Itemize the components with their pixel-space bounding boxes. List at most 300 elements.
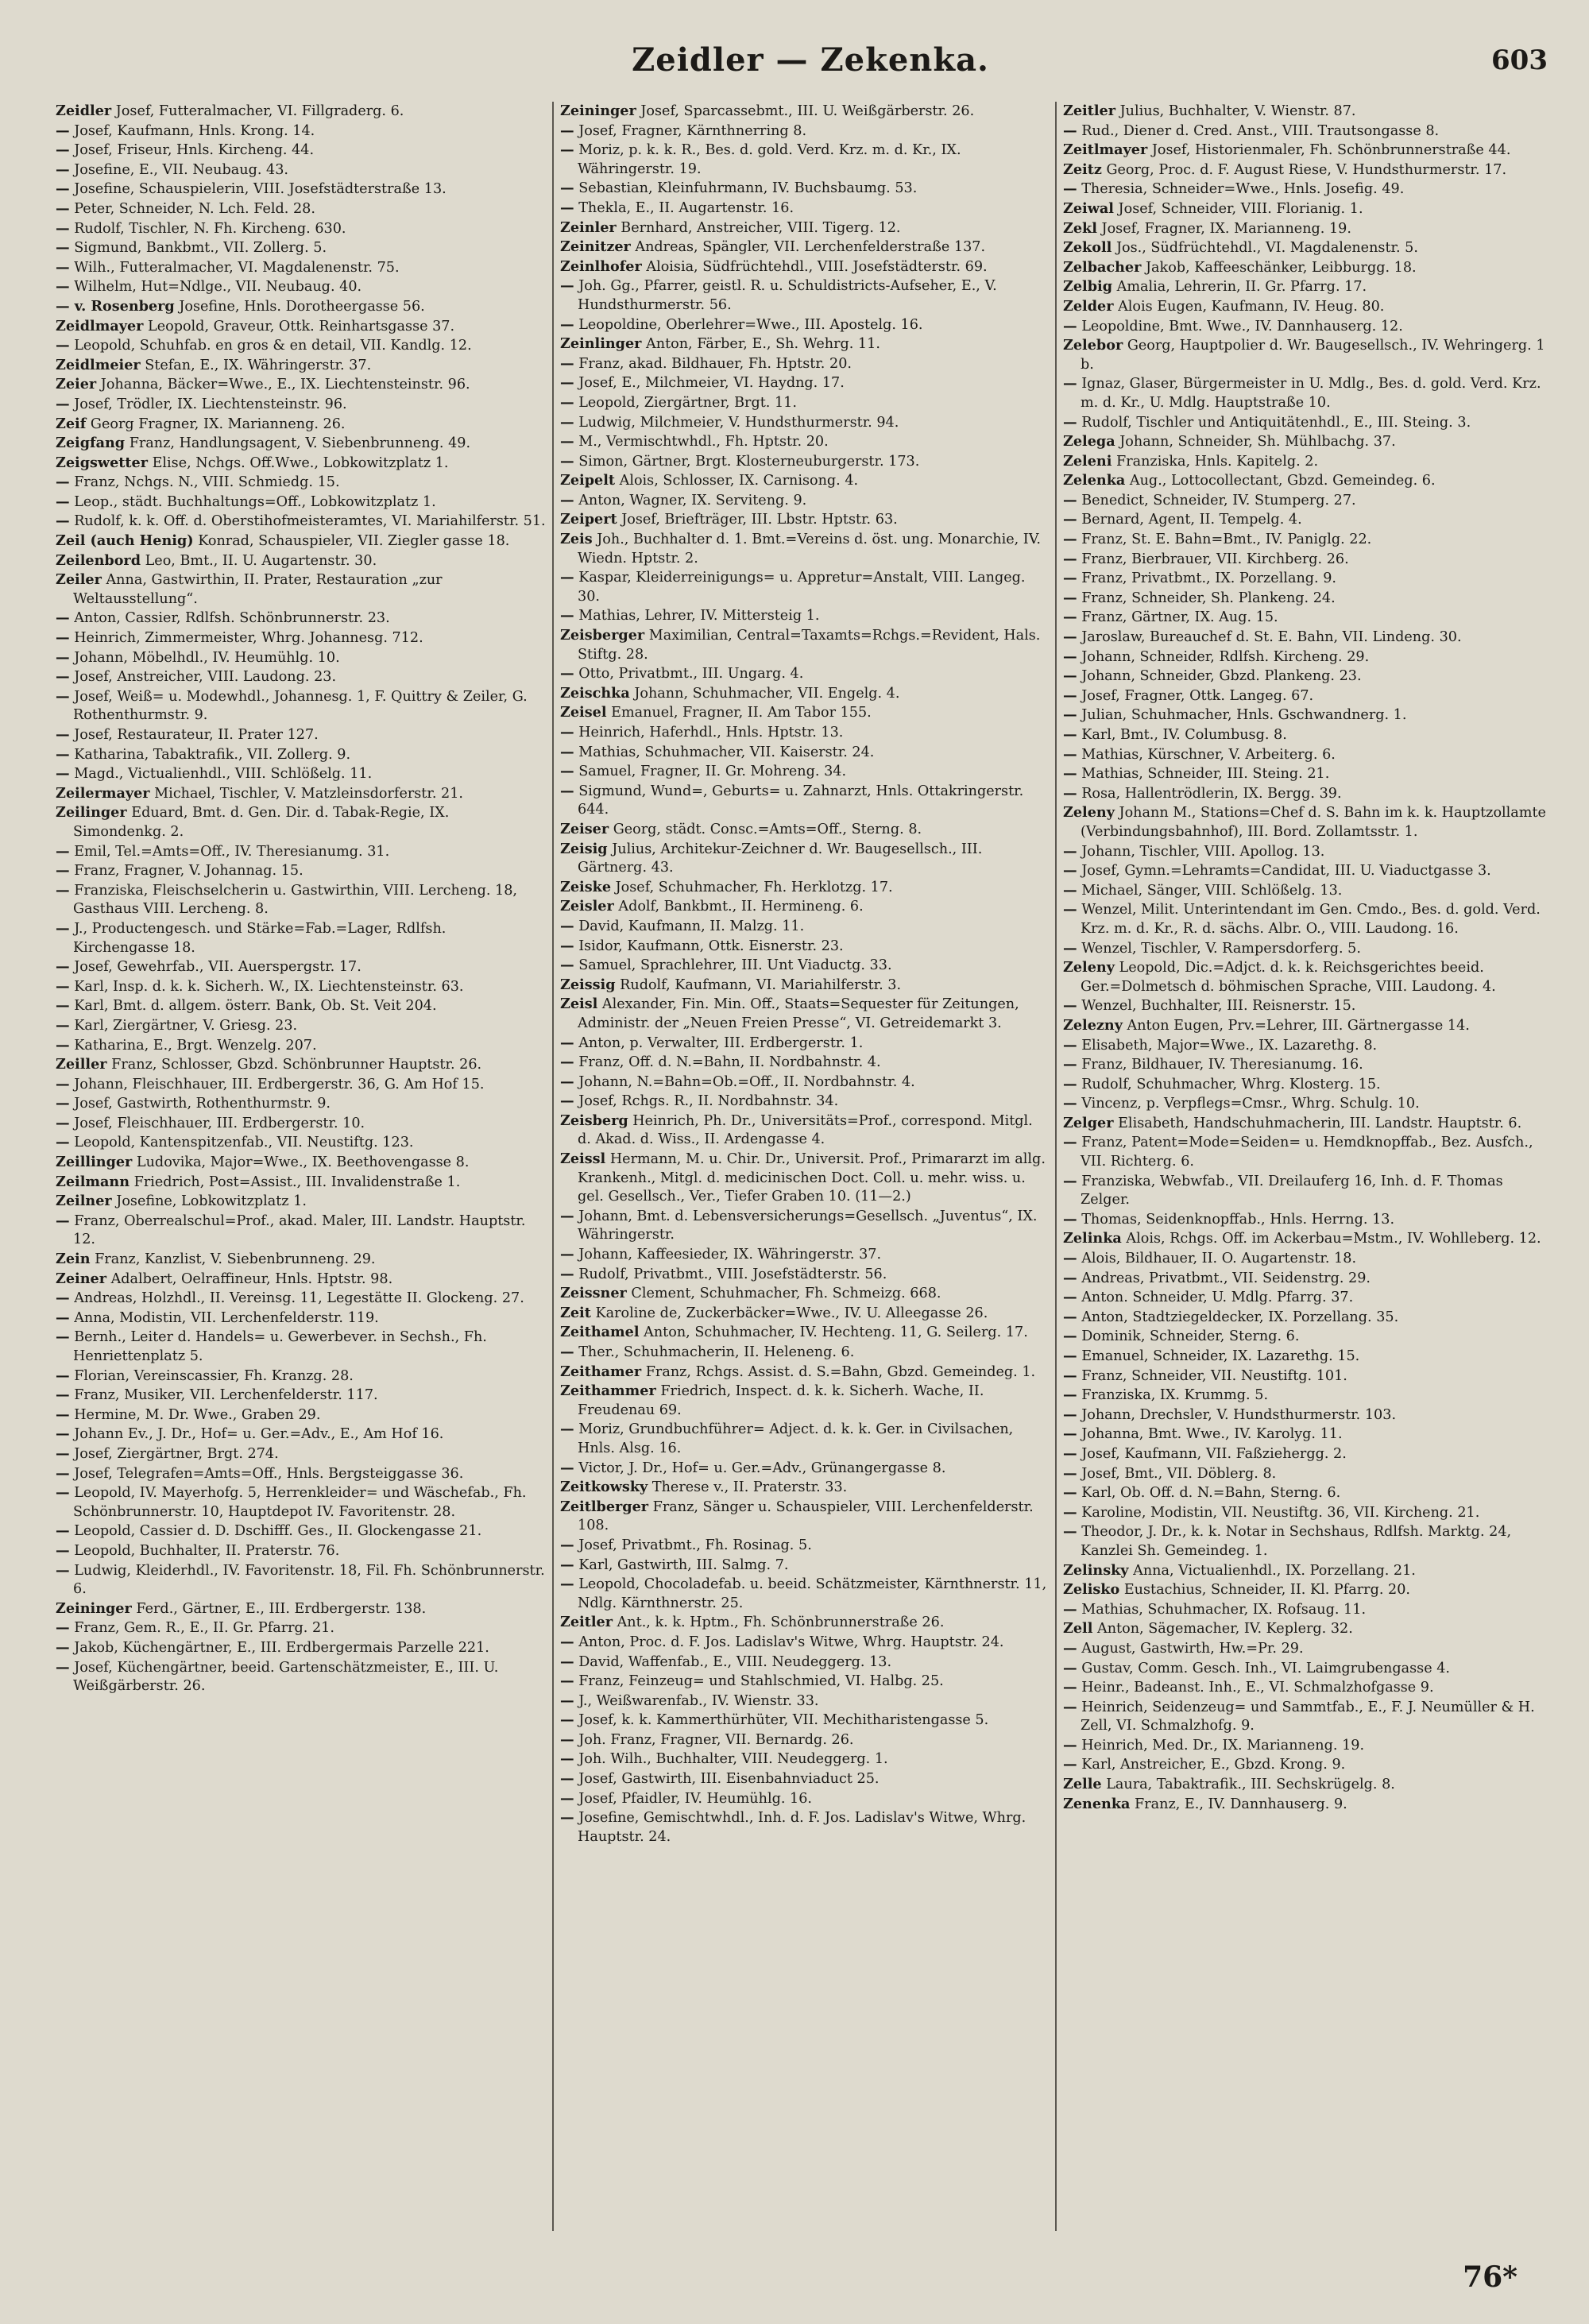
entry-details: Johann, Schneider, Rdlfsh. Kircheng. 29.	[1081, 648, 1370, 665]
entry-details: Rudolf, k. k. Off. d. Oberstihofmeisteramtes, VI. Mariahilferstr. 51.	[74, 513, 546, 530]
entry-surname: Zeif	[56, 415, 87, 432]
directory-entry	[560, 897, 1049, 917]
entry-details: Josef, Privatbmt., Fh. Rosinag. 5.	[578, 1537, 812, 1553]
entry-surname: —	[560, 491, 574, 508]
entry-surname: —	[56, 919, 70, 937]
entry-surname: —	[1063, 1639, 1077, 1657]
entry-surname: —	[56, 1328, 70, 1346]
directory-entry	[560, 1672, 1049, 1692]
entry-surname: —	[1063, 531, 1077, 548]
directory-entry	[560, 432, 1049, 452]
entry-surname: Zeinlhofer	[560, 257, 642, 275]
entry-details: Julian, Schuhmacher, Hnls. Gschwandnerg. 1.	[1081, 707, 1407, 724]
entry-surname: Zeilenbord	[56, 551, 141, 569]
entry-details: Heinrich, Haferhdl., Hnls. Hptstr. 13.	[578, 725, 844, 741]
entry-details: Johann M., Stations=Chef d. S. Bahn im k. k. Hauptzollamte (Verbindungsbahnhof), III. Bord. Zollamtsstr. 1.	[1081, 805, 1546, 840]
entry-details: Elisabeth, Handschuhmacherin, III. Landstr. Hauptstr. 6.	[1118, 1115, 1522, 1131]
entry-surname: Zeiser	[560, 820, 609, 837]
entry-surname: —	[56, 1638, 70, 1656]
entry-surname: Zenenka	[1063, 1795, 1131, 1812]
entry-surname: —	[560, 433, 574, 450]
directory-entry	[1063, 1425, 1552, 1444]
entry-surname: —	[56, 765, 70, 783]
entry-details: Wilh., Futteralmacher, VI. Magdalenenstr. 75.	[74, 259, 400, 276]
entry-surname: —	[1063, 1444, 1077, 1462]
directory-entry	[1063, 1075, 1552, 1095]
entry-details: Ludovika, Major=Wwe., IX. Beethovengasse 8.	[136, 1154, 470, 1171]
entry-surname: Zeisel	[560, 704, 607, 721]
directory-entry	[56, 102, 546, 122]
entry-surname: Zeit	[560, 1304, 591, 1321]
entry-details: Josef, Trödler, IX. Liechtensteinstr. 96.	[74, 396, 347, 412]
entry-surname: —	[1063, 1210, 1077, 1228]
directory-entry	[1063, 550, 1552, 570]
entry-details: Emil, Tel.=Amts=Off., IV. Theresianumg. 31.	[74, 843, 390, 860]
entry-surname: Zeidlmeier	[56, 356, 141, 373]
directory-entry	[1063, 530, 1552, 550]
entry-surname: —	[56, 842, 70, 860]
directory-entry	[560, 491, 1049, 511]
entry-surname: —	[1063, 550, 1077, 567]
entry-details: Leop., städt. Buchhaltungs=Off., Lobkowitzplatz 1.	[74, 493, 436, 510]
entry-surname: —	[560, 1092, 574, 1110]
entry-details: Aug., Lottocollectant, Gbzd. Gemeindeg. 6.	[1129, 473, 1436, 489]
directory-entry	[56, 336, 546, 356]
entry-details: Eduard, Bmt. d. Gen. Dir. d. Tabak-Regie, IX. Simondenkg. 2.	[73, 805, 450, 840]
entry-details: Adolf, Bankbmt., II. Hermineng. 6.	[618, 899, 864, 915]
directory-entry	[560, 199, 1049, 218]
entry-surname: —	[560, 1246, 574, 1263]
entry-surname: Zeis	[560, 531, 593, 548]
entry-details: Josef, Schuhmacher, Fh. Herklotzg. 17.	[615, 879, 893, 895]
entry-surname: —	[56, 687, 70, 705]
entry-details: Franziska, Hnls. Kapitelg. 2.	[1115, 453, 1319, 470]
entry-surname: —	[560, 393, 574, 411]
directory-entry	[560, 1750, 1049, 1769]
directory-entry	[1063, 1094, 1552, 1114]
entry-details: Georg, Hauptpolier d. Wr. Baugesellsch., IV. Wehringerg. 1 b.	[1081, 338, 1545, 373]
entry-surname: Zelega	[1063, 433, 1115, 450]
directory-entry	[560, 1284, 1049, 1304]
entry-details: Josef, Sparcassebmt., III. U. Weißgärberstr. 26.	[640, 103, 975, 119]
directory-entry	[56, 725, 546, 745]
directory-entry	[56, 1444, 546, 1464]
directory-entry	[56, 1561, 546, 1599]
entry-details: Andreas, Holzhdl., II. Vereinsg. 11, Legestätte II. Glockeng. 27.	[74, 1290, 524, 1307]
directory-entry	[560, 1653, 1049, 1672]
entry-surname: —	[1063, 511, 1077, 528]
directory-entry	[56, 1541, 546, 1561]
directory-entry	[1063, 1600, 1552, 1620]
directory-entry	[1063, 1795, 1552, 1815]
entry-surname: —	[56, 881, 70, 899]
entry-details: Julius, Architekur-Zeichner d. Wr. Baugesellsch., III. Gärtnerg. 43.	[578, 841, 983, 876]
entry-surname: —	[560, 569, 574, 586]
entry-surname: —	[56, 1016, 70, 1034]
entry-details: Franz, Handlungsagent, V. Siebenbrunneng. 49.	[129, 435, 471, 452]
directory-entry	[560, 1730, 1049, 1750]
directory-entry	[56, 1483, 546, 1522]
entry-surname: —	[560, 1809, 574, 1827]
entry-surname: —	[1063, 1406, 1077, 1423]
entry-surname: —	[56, 629, 70, 647]
entry-details: Samuel, Sprachlehrer, III. Unt Viaductg. 33.	[578, 957, 892, 974]
directory-entry	[1063, 1229, 1552, 1249]
entry-surname: —	[1063, 1464, 1077, 1482]
directory-entry	[560, 664, 1049, 684]
directory-entry	[560, 762, 1049, 782]
entry-surname: —	[560, 1653, 574, 1670]
entry-surname: —	[1063, 628, 1077, 646]
entry-details: Franziska, IX. Krummg. 5.	[1081, 1387, 1269, 1404]
entry-surname: Zeininger	[56, 1599, 132, 1617]
directory-entry	[1063, 336, 1552, 374]
entry-surname: Zeitler	[1063, 102, 1115, 119]
entry-details: Leopoldine, Oberlehrer=Wwe., III. Apostelg. 16.	[578, 316, 923, 333]
entry-details: Benedict, Schneider, IV. Stumperg. 27.	[1081, 492, 1356, 508]
entry-surname: Zeinlinger	[560, 335, 642, 353]
entry-columns	[49, 102, 1559, 2231]
entry-details: Alois, Rchgs. Off. im Ackerbau=Mstm., IV. Wohlleberg. 12.	[1126, 1231, 1541, 1247]
entry-surname: —	[1063, 667, 1077, 685]
entry-details: Joh. Franz, Fragner, VII. Bernardg. 26.	[578, 1731, 854, 1748]
entry-surname: Zeigswetter	[56, 454, 148, 471]
entry-surname: —	[56, 239, 70, 257]
entry-details: Josefine, E., VII. Neubaug. 43.	[74, 161, 288, 178]
entry-details: Johann, Bmt. d. Lebensversicherungs=Gesellsch. „Juventus“, IX. Währingerstr.	[578, 1208, 1038, 1243]
directory-entry	[56, 1638, 546, 1658]
entry-surname: —	[560, 917, 574, 934]
entry-surname: —	[1063, 1056, 1077, 1073]
directory-entry	[560, 315, 1049, 335]
entry-details: Amalia, Lehrerin, II. Gr. Pfarrg. 17.	[1116, 279, 1367, 296]
directory-entry	[1063, 1464, 1552, 1484]
entry-details: Ant., k. k. Hptm., Fh. Schönbrunnerstraße 26.	[617, 1614, 945, 1631]
entry-surname: —	[56, 160, 70, 178]
directory-entry	[1063, 1249, 1552, 1269]
directory-entry	[1063, 1133, 1552, 1171]
entry-details: Karl, Bmt. d. allgem. österr. Bank, Ob. St. Veit 204.	[74, 998, 437, 1015]
entry-surname: Zeidler	[56, 102, 112, 119]
entry-surname: Zell	[1063, 1620, 1093, 1638]
directory-entry	[56, 1094, 546, 1114]
entry-surname: —	[56, 1619, 70, 1637]
entry-surname: —	[56, 395, 70, 412]
entry-surname: —	[56, 1095, 70, 1112]
directory-entry	[56, 1036, 546, 1056]
entry-surname: —	[1063, 375, 1077, 392]
entry-surname: —	[56, 1561, 70, 1579]
directory-entry	[560, 1150, 1049, 1207]
entry-surname: —	[560, 199, 574, 216]
entry-surname: —	[560, 1750, 574, 1768]
entry-surname: Zelinsky	[1063, 1561, 1129, 1579]
entry-surname: Zeleni	[1063, 452, 1112, 470]
directory-entry	[560, 1498, 1049, 1536]
entry-details: Wilhelm, Hut=Ndlge., VII. Neubaug. 40.	[74, 279, 362, 296]
entry-surname: —	[56, 1522, 70, 1540]
directory-entry	[56, 219, 546, 239]
entry-details: Jos., Südfrüchtehdl., VI. Magdalenenstr. 5.	[1115, 240, 1418, 257]
signature-mark: 76*	[1463, 2260, 1517, 2294]
directory-entry	[56, 1599, 546, 1619]
entry-surname: —	[1063, 1075, 1077, 1092]
directory-entry	[56, 415, 546, 435]
entry-surname: —	[56, 1464, 70, 1482]
entry-surname: —	[56, 1290, 70, 1307]
directory-entry	[560, 703, 1049, 723]
entry-surname: Zeigfang	[56, 435, 126, 452]
entry-details: Katharina, E., Brgt. Wenzelg. 207.	[74, 1037, 317, 1054]
entry-details: Anton Eugen, Prv.=Lehrer, III. Gärtnergasse 14.	[1127, 1017, 1470, 1034]
directory-entry	[560, 1304, 1049, 1324]
directory-entry	[560, 1789, 1049, 1809]
directory-entry	[1063, 1522, 1552, 1560]
directory-entry	[1063, 180, 1552, 199]
entry-surname: —	[56, 258, 70, 276]
entry-surname: Zeilermayer	[56, 784, 150, 802]
directory-entry	[1063, 1269, 1552, 1289]
directory-entry	[560, 1053, 1049, 1073]
entry-details: Rud., Diener d. Cred. Anst., VIII. Trautsongasse 8.	[1081, 122, 1440, 139]
directory-entry	[56, 1464, 546, 1484]
entry-details: Bernard, Agent, II. Tempelg. 4.	[1081, 512, 1302, 528]
directory-entry	[560, 1633, 1049, 1653]
directory-entry	[560, 413, 1049, 433]
directory-entry	[56, 434, 546, 454]
entry-surname: —	[56, 862, 70, 880]
directory-entry	[56, 1016, 546, 1036]
directory-entry	[560, 1711, 1049, 1730]
entry-details: Mathias, Kürschner, V. Arbeiterg. 6.	[1081, 746, 1336, 763]
entry-surname: —	[56, 609, 70, 627]
entry-details: Franziska, Webwfab., VII. Dreilauferg 16, Inh. d. F. Thomas Zelger.	[1081, 1173, 1503, 1208]
directory-entry	[560, 568, 1049, 606]
entry-details: Josef, Friseur, Hnls. Kircheng. 44.	[74, 142, 315, 159]
directory-entry	[56, 180, 546, 199]
entry-surname: Zelezny	[1063, 1016, 1123, 1034]
directory-entry	[56, 1522, 546, 1541]
entry-details: Rudolf, Tischler, N. Fh. Kircheng. 630.	[74, 220, 346, 237]
directory-entry	[1063, 317, 1552, 337]
entry-surname: —	[560, 957, 574, 974]
directory-entry	[1063, 725, 1552, 745]
directory-entry	[56, 1289, 546, 1309]
entry-surname: —	[56, 745, 70, 763]
directory-entry	[560, 878, 1049, 898]
entry-details: Leopold, Cassier d. D. Dschifff. Ges., II. Glockengasse 21.	[74, 1523, 482, 1540]
entry-details: Theodor, J. Dr., k. k. Notar in Sechshaus, Rdlfsh. Marktg. 24, Kanzlei Sh. Gemeindeg. 1.	[1081, 1524, 1512, 1559]
entry-details: Johann, Kaffeesieder, IX. Währingerstr. 37.	[578, 1247, 882, 1263]
entry-surname: —	[1063, 784, 1077, 802]
entry-details: Joh. Wilh., Buchhalter, VIII. Neudeggerg. 1.	[578, 1751, 888, 1768]
entry-surname: Zeiwal	[1063, 199, 1114, 217]
entry-surname: —	[560, 782, 574, 799]
entry-details: Josef, Pfaidler, IV. Heumühlg. 16.	[578, 1790, 813, 1807]
entry-details: Franz, Nchgs. N., VIII. Schmiedg. 15.	[74, 474, 340, 491]
entry-surname: Zeilmann	[56, 1173, 130, 1190]
directory-entry	[1063, 452, 1552, 472]
directory-entry	[560, 276, 1049, 315]
entry-surname: —	[56, 1075, 70, 1092]
entry-details: Anton, Schuhmacher, IV. Hechteng. 11, G. Seilerg. 17.	[644, 1324, 1028, 1341]
entry-details: Josef, Briefträger, III. Lbstr. Hptstr. 63.	[621, 512, 898, 528]
entry-surname: Zeiner	[56, 1270, 106, 1287]
directory-entry	[560, 1112, 1049, 1150]
entry-details: Johanna, Bäcker=Wwe., E., IX. Liechtensteinstr. 96.	[100, 377, 470, 393]
entry-surname: —	[56, 493, 70, 510]
entry-details: Heinrich, Ph. Dr., Universitäts=Prof., correspond. Mitgl. d. Akad. d. Wiss., II. Ardengasse 4.	[578, 1112, 1033, 1148]
directory-entry	[1063, 1678, 1552, 1698]
column-1	[49, 102, 552, 2231]
directory-entry	[560, 1363, 1049, 1382]
entry-details: Peter, Schneider, N. Lch. Feld. 28.	[74, 200, 315, 217]
directory-entry	[560, 393, 1049, 413]
entry-surname: —	[1063, 862, 1077, 880]
entry-details: Heinrich, Seidenzeug= und Sammtfab., E., F. J. Neumüller & H. Zell, VI. Schmalzhofg. 9.	[1081, 1699, 1535, 1734]
entry-surname: Zeithammer	[560, 1382, 656, 1400]
entry-details: Rudolf, Schuhmacher, Whrg. Klosterg. 15.	[1081, 1076, 1381, 1092]
directory-entry	[1063, 881, 1552, 901]
entry-details: Anna, Modistin, VII. Lerchenfelderstr. 119.	[74, 1309, 379, 1326]
entry-details: Konrad, Schauspieler, VII. Ziegler gasse 18.	[198, 533, 510, 550]
directory-entry	[56, 317, 546, 337]
entry-details: Leopoldine, Bmt. Wwe., IV. Dannhauserg. 12.	[1081, 318, 1403, 334]
directory-entry	[1063, 1406, 1552, 1425]
directory-entry	[56, 648, 546, 668]
directory-entry	[1063, 1619, 1552, 1639]
directory-entry	[1063, 1036, 1552, 1056]
entry-details: Josef, Schneider, VIII. Florianig. 1.	[1118, 200, 1363, 217]
entry-details: Leopold, Graveur, Ottk. Reinhartsgasse 37.	[148, 318, 455, 334]
entry-surname: Zeitlberger	[560, 1498, 649, 1515]
entry-details: Josefine, Gemischtwhdl., Inh. d. F. Jos. Ladislav's Witwe, Whrg. Hauptstr. 24.	[578, 1810, 1026, 1845]
entry-surname: Zelisko	[1063, 1581, 1120, 1599]
entry-surname: —	[56, 1406, 70, 1423]
entry-details: Eustachius, Schneider, II. Kl. Pfarrg. 20.	[1123, 1582, 1411, 1599]
entry-surname: —	[1063, 1756, 1077, 1773]
entry-surname: Zeipelt	[560, 472, 616, 489]
entry-surname: —	[560, 1536, 574, 1553]
directory-entry	[560, 1323, 1049, 1343]
directory-entry	[560, 1343, 1049, 1363]
directory-entry	[560, 1420, 1049, 1458]
entry-details: Simon, Gärtner, Brgt. Klosterneuburgerstr. 173.	[578, 453, 920, 470]
entry-surname: —	[56, 1114, 70, 1131]
directory-entry	[560, 218, 1049, 238]
entry-surname: —	[56, 141, 70, 159]
entry-surname: —	[1063, 1269, 1077, 1286]
entry-surname: —	[56, 997, 70, 1015]
entry-surname: Zelebor	[1063, 337, 1123, 354]
entry-details: Stefan, E., IX. Währingerstr. 37.	[145, 357, 372, 373]
entry-surname: —	[1063, 1659, 1077, 1676]
entry-details: Isidor, Kaufmann, Ottk. Eisnerstr. 23.	[578, 938, 844, 954]
entry-surname: —	[1063, 1523, 1077, 1541]
entry-surname: Zeissl	[560, 1150, 606, 1168]
directory-entry	[560, 626, 1049, 664]
entry-details: Franz, Rchgs. Assist. d. S.=Bahn, Gbzd. Gemeindeg. 1.	[645, 1363, 1036, 1380]
entry-surname: —	[1063, 726, 1077, 743]
entry-details: Florian, Vereinscassier, Fh. Kranzg. 28.	[74, 1367, 354, 1384]
entry-surname: —	[560, 763, 574, 780]
directory-entry	[56, 1250, 546, 1270]
entry-surname: —	[560, 452, 574, 470]
entry-surname: —	[56, 1386, 70, 1404]
entry-details: Anton. Schneider, U. Mdlg. Pfarrg. 37.	[1081, 1290, 1354, 1306]
entry-surname: —	[56, 1541, 70, 1559]
entry-details: Moriz, p. k. k. R., Bes. d. gold. Verd. Krz. m. d. Kr., IX. Währingerstr. 19.	[578, 142, 961, 177]
entry-surname: —	[1063, 1679, 1077, 1696]
entry-details: Franz, Privatbmt., IX. Porzellang. 9.	[1081, 570, 1337, 587]
entry-details: Bernh., Leiter d. Handels= u. Gewerbever. in Sechsh., Fh. Henriettenplatz 5.	[73, 1329, 487, 1364]
entry-surname: —	[1063, 881, 1077, 899]
entry-details: Franz, Kanzlist, V. Siebenbrunneng. 29.	[95, 1251, 376, 1268]
entry-surname: —	[1063, 1484, 1077, 1502]
entry-surname: Zeinler	[560, 218, 617, 236]
entry-details: Leopold, Ziergärtner, Brgt. 11.	[578, 394, 797, 411]
entry-surname: —	[560, 1344, 574, 1360]
entry-details: Andreas, Privatbmt., VII. Seidenstrg. 29.	[1081, 1270, 1371, 1286]
entry-surname: Zeisberg	[560, 1112, 628, 1129]
entry-surname: —	[1063, 997, 1077, 1015]
entry-surname: —	[1063, 745, 1077, 763]
directory-entry	[56, 1309, 546, 1328]
directory-entry	[560, 122, 1049, 141]
directory-entry	[56, 1406, 546, 1425]
directory-entry	[560, 1382, 1049, 1420]
entry-details: Franz, Sänger u. Schauspieler, VIII. Lerchenfelderstr. 108.	[578, 1498, 1034, 1534]
directory-entry	[1063, 219, 1552, 239]
directory-entry	[56, 277, 546, 297]
directory-entry	[56, 1425, 546, 1444]
entry-surname: Zelenka	[1063, 472, 1126, 489]
directory-entry	[1063, 1775, 1552, 1795]
directory-entry	[56, 1075, 546, 1095]
entry-surname: —	[56, 1212, 70, 1229]
entry-details: Josef, Gewehrfab., VII. Auerspergstr. 17.	[74, 959, 361, 976]
entry-details: Alexander, Fin. Min. Off., Staats=Sequester für Zeitungen, Administr. der „Neuen Freien Presse“, VI. Getreidemarkt 3.	[578, 996, 1019, 1031]
entry-details: Johann, N.=Bahn=Ob.=Off., II. Nordbahnstr. 4.	[578, 1073, 915, 1090]
directory-entry	[56, 609, 546, 628]
entry-surname: —	[560, 1633, 574, 1650]
entry-details: Franz, Fragner, V. Johannag. 15.	[74, 863, 303, 880]
directory-entry	[56, 1328, 546, 1366]
entry-details: Karl, Gastwirth, III. Salmg. 7.	[578, 1556, 789, 1573]
entry-surname: —	[56, 648, 70, 666]
directory-entry	[56, 1114, 546, 1134]
entry-details: Joh. Gg., Pfarrer, geistl. R. u. Schuldistricts-Aufseher, E., V. Hundsthurmerstr. 56.	[578, 278, 997, 313]
directory-entry	[56, 803, 546, 841]
directory-entry	[560, 1536, 1049, 1556]
entry-details: Josef, Rchgs. R., II. Nordbahnstr. 34.	[578, 1093, 839, 1110]
entry-details: Joh., Buchhalter d. 1. Bmt.=Vereins d. öst. ung. Monarchie, IV. Wiedn. Hptstr. 2.	[578, 532, 1041, 566]
entry-surname: —	[1063, 1328, 1077, 1345]
entry-surname: Zeiller	[56, 1056, 107, 1073]
directory-entry	[56, 122, 546, 141]
directory-entry	[56, 1133, 546, 1153]
directory-entry	[56, 842, 546, 862]
directory-entry	[560, 1459, 1049, 1479]
entry-surname: —	[56, 1309, 70, 1326]
directory-entry	[560, 1808, 1049, 1846]
directory-entry	[560, 917, 1049, 937]
entry-details: Franz, Gem. R., E., II. Gr. Pfarrg. 21.	[74, 1620, 334, 1637]
directory-entry	[1063, 238, 1552, 258]
entry-surname: —	[1063, 1736, 1077, 1754]
directory-entry	[1063, 958, 1552, 996]
entry-surname: —	[1063, 1308, 1077, 1325]
